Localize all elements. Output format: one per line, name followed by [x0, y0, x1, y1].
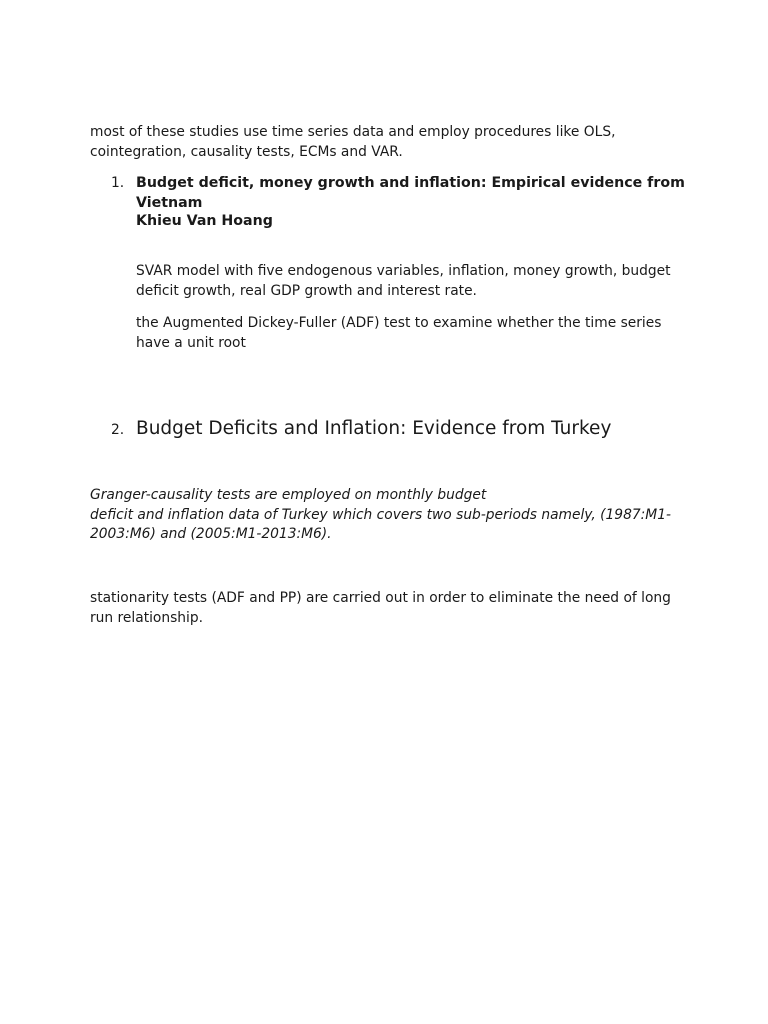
item-1-title-line: Budget deficit, money growth and inflation: Empirical evidence from: [136, 175, 685, 191]
intro-line: cointegration, causality tests, ECMs and VAR.: [90, 143, 403, 160]
granger-line: deficit and inflation data of Turkey which covers two sub-periods namely, (1987:M1-: [90, 506, 671, 523]
stationarity-line: stationarity tests (ADF and PP) are carried out in order to eliminate the need of long: [90, 590, 671, 606]
item-1-title: [136, 174, 696, 213]
list-number-1: 1.: [111, 175, 125, 191]
svar-line: SVAR model with five endogenous variables, inflation, money growth, budget: [136, 263, 671, 279]
svar-line: deficit growth, real GDP growth and interest rate.: [136, 282, 477, 299]
item-2-granger-paragraph: [90, 486, 690, 545]
granger-line: 2003:M6) and (2005:M1-2013:M6).: [90, 526, 332, 542]
item-1-svar-paragraph: [136, 262, 696, 301]
list-number-2: 2.: [111, 422, 125, 438]
item-2-stationarity-paragraph: [90, 589, 690, 628]
item-1-author: Khieu Van Hoang: [136, 213, 273, 229]
adf-line: the Augmented Dickey-Fuller (ADF) test to examine whether the time series: [136, 315, 662, 331]
adf-line: have a unit root: [136, 334, 246, 351]
item-2-title: Budget Deficits and Inflation: Evidence from Turkey: [136, 418, 612, 439]
item-1-title-line: Vietnam: [136, 194, 203, 211]
item-1-adf-paragraph: [136, 314, 696, 353]
stationarity-line: run relationship.: [90, 609, 204, 626]
intro-line: most of these studies use time series data and employ procedures like OLS,: [90, 124, 616, 140]
granger-line: Granger-causality tests are employed on monthly budget: [90, 487, 487, 503]
intro-paragraph: [90, 123, 690, 162]
